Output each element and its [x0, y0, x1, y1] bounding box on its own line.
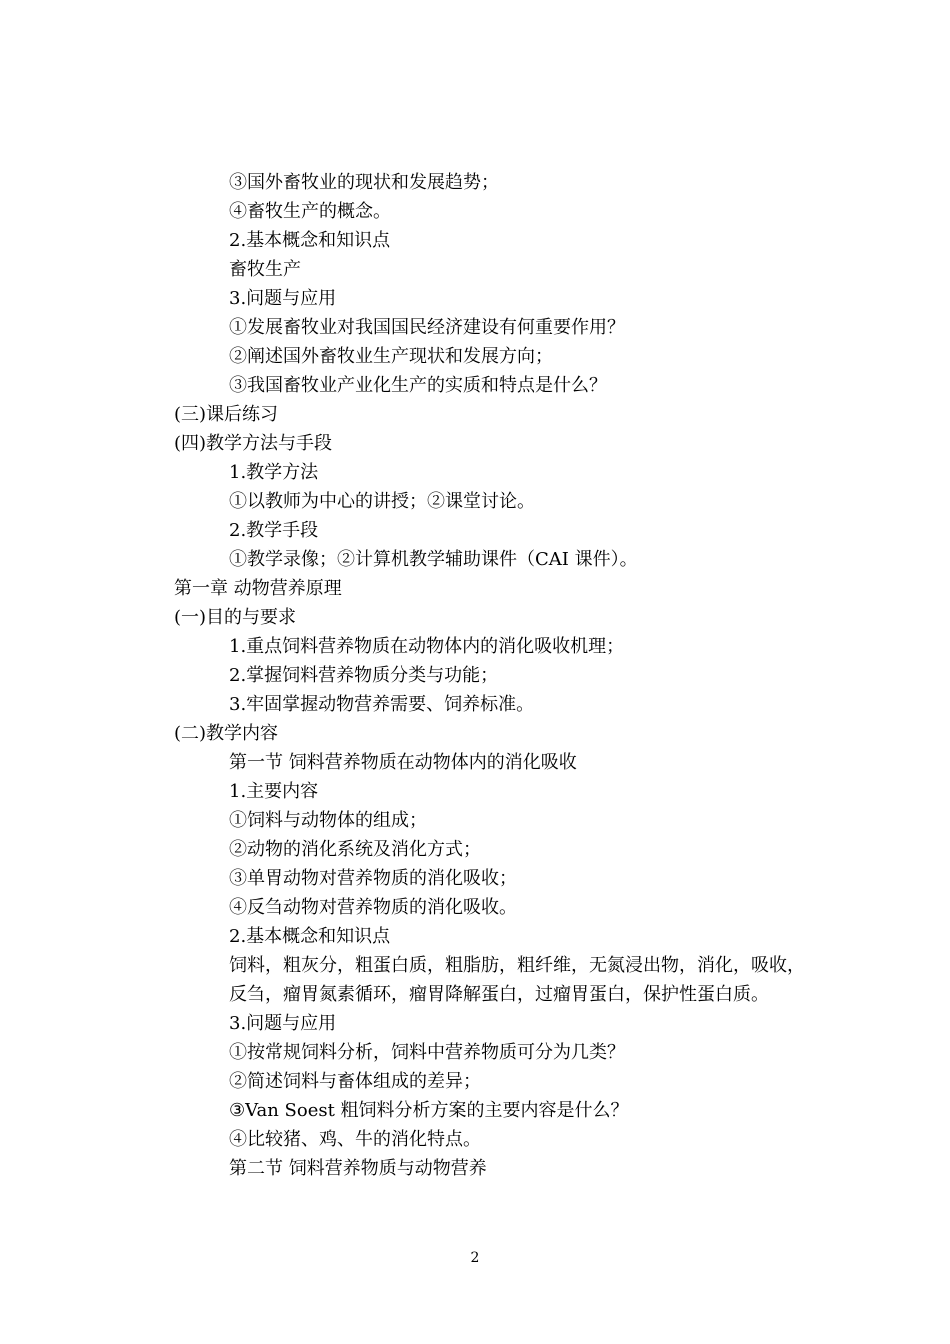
question-item: ④比较猪、鸡、牛的消化特点。	[229, 1129, 481, 1150]
concept-text: 畜牧生产	[229, 259, 301, 280]
subheading-basic-concepts: 2.基本概念和知识点	[229, 926, 391, 947]
goal-item: 1.重点饲料营养物质在动物体内的消化吸收机理；	[229, 636, 625, 657]
subsection-heading: 第二节 饲料营养物质与动物营养	[229, 1158, 487, 1179]
concept-text: 饲料，粗灰分，粗蛋白质，粗脂肪，粗纤维，无氮浸出物，消化，吸收，	[229, 955, 805, 976]
list-item-foreign-status: ③国外畜牧业的现状和发展趋势；	[229, 172, 499, 193]
page-number: 2	[470, 1250, 480, 1266]
section-heading-methods: (四)教学方法与手段	[174, 433, 333, 454]
section-heading-goals: (一)目的与要求	[174, 607, 297, 628]
concept-text: 反刍，瘤胃氮素循环，瘤胃降解蛋白，过瘤胃蛋白，保护性蛋白质。	[229, 984, 769, 1005]
content-item: ③单胃动物对营养物质的消化吸收；	[229, 868, 517, 889]
chapter-heading: 第一章 动物营养原理	[174, 578, 342, 599]
question-item: ②阐述国外畜牧业生产现状和发展方向；	[229, 346, 553, 367]
method-item: ①以教师为中心的讲授；②课堂讨论。	[229, 491, 535, 512]
goal-item: 3.牢固掌握动物营养需要、饲养标准。	[229, 694, 535, 715]
subsection-heading: 第一节 饲料营养物质在动物体内的消化吸收	[229, 752, 577, 773]
question-item: ③Van Soest 粗饲料分析方案的主要内容是什么？	[229, 1100, 629, 1121]
content-item: ②动物的消化系统及消化方式；	[229, 839, 481, 860]
question-item: ③我国畜牧业产业化生产的实质和特点是什么？	[229, 375, 607, 396]
question-item: ①按常规饲料分析，饲料中营养物质可分为几类？	[229, 1042, 625, 1063]
subheading-basic-concepts: 2.基本概念和知识点	[229, 230, 391, 251]
content-item: ④反刍动物对营养物质的消化吸收。	[229, 897, 517, 918]
section-heading-exercises: (三)课后练习	[174, 404, 279, 425]
subheading-main-content: 1.主要内容	[229, 781, 319, 802]
question-item: ①发展畜牧业对我国国民经济建设有何重要作用？	[229, 317, 625, 338]
means-item: ①教学录像；②计算机教学辅助课件（CAI 课件）。	[229, 549, 638, 570]
subheading-teaching-method: 1.教学方法	[229, 462, 319, 483]
subheading-questions: 3.问题与应用	[229, 288, 337, 309]
content-item: ①饲料与动物体的组成；	[229, 810, 427, 831]
question-item: ②简述饲料与畜体组成的差异；	[229, 1071, 481, 1092]
subheading-teaching-means: 2.教学手段	[229, 520, 319, 541]
section-heading-content: (二)教学内容	[174, 723, 279, 744]
list-item-concept: ④畜牧生产的概念。	[229, 201, 391, 222]
subheading-questions: 3.问题与应用	[229, 1013, 337, 1034]
goal-item: 2.掌握饲料营养物质分类与功能；	[229, 665, 499, 686]
